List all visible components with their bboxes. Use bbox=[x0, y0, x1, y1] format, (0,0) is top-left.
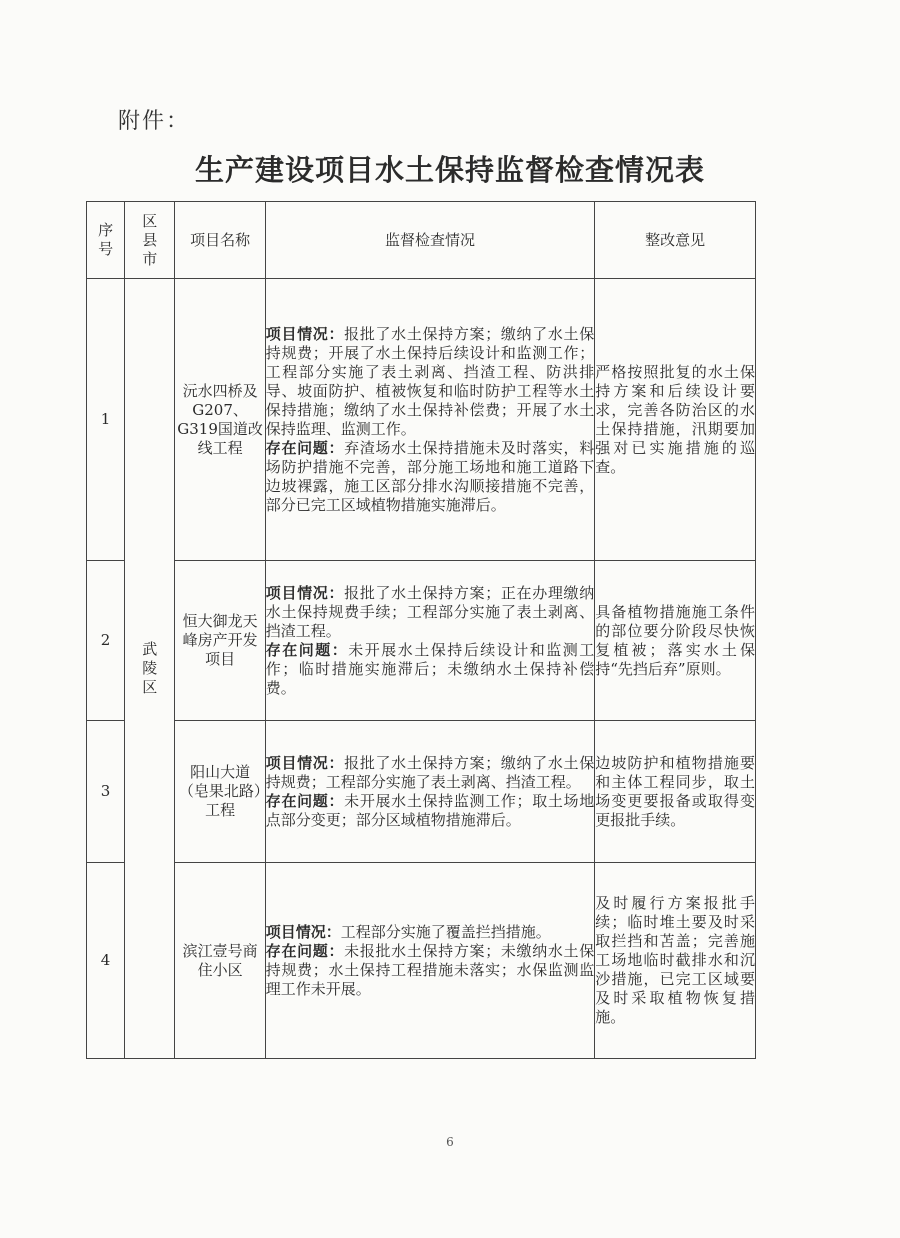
problems-label: 存在问题： bbox=[265, 791, 345, 810]
project-status-text: 工程部分实施了覆盖拦挡措施。 bbox=[340, 922, 551, 941]
inspection-details bbox=[265, 721, 594, 863]
rectification-opinion: 严格按照批复的水土保持方案和后续设计要求，完善各防治区的水土保持措施，汛期要加强对已实施措施的巡查。 bbox=[595, 279, 756, 561]
inspection-details bbox=[265, 561, 594, 721]
project-status-label: 项目情况： bbox=[265, 583, 345, 602]
inspection-details bbox=[265, 863, 594, 1059]
header-no-char: 序 bbox=[98, 221, 114, 239]
problems-text: 弃渣场水土保持措施未及时落实，料场防护措施不完善，部分施工场地和施工道路下边坡裸露，施工区部分排水沟顺接措施不完善，部分已完工区域植物措施实施滞后。 bbox=[265, 438, 595, 514]
project-status bbox=[266, 923, 594, 942]
problems-label: 存在问题： bbox=[265, 640, 349, 659]
inspection-table bbox=[86, 201, 756, 1059]
project-name: 阳山大道（皂果北路）工程 bbox=[175, 721, 265, 863]
problems bbox=[266, 792, 594, 830]
attachment-label: 附件： bbox=[118, 109, 191, 134]
row-number: 2 bbox=[87, 561, 125, 721]
rectification-opinion: 具备植物措施施工条件的部位要分阶段尽快恢复植被；落实水土保持“先挡后弃”原则。 bbox=[595, 561, 756, 721]
row-number: 4 bbox=[87, 863, 125, 1059]
header-district-char: 市 bbox=[142, 249, 158, 268]
project-status-text: 报批了水土保持方案；正在办理缴纳水土保持规费手续；工程部分实施了表土剥离、挡渣工程。 bbox=[265, 583, 595, 640]
project-name: 恒大御龙天峰房产开发项目 bbox=[175, 561, 265, 721]
project-status bbox=[266, 325, 594, 439]
header-rectification: 整改意见 bbox=[595, 202, 756, 279]
header-inspection: 监督检查情况 bbox=[265, 202, 594, 279]
row-number: 1 bbox=[87, 279, 125, 561]
row-number: 3 bbox=[87, 721, 125, 863]
project-status-label: 项目情况： bbox=[265, 324, 345, 343]
problems-text: 未报批水土保持方案；未缴纳水土保持规费；水土保持工程措施未落实；水保监测监理工作未开展。 bbox=[265, 941, 595, 998]
header-project-name: 项目名称 bbox=[175, 202, 265, 279]
header-district-char: 县 bbox=[142, 230, 158, 249]
table-row bbox=[87, 561, 756, 721]
inspection-details bbox=[265, 279, 594, 561]
project-status-text: 报批了水土保持方案；缴纳了水土保持规费；开展了水土保持后续设计和监测工作；工程部分实施了表土剥离、挡渣工程、防洪排导、坡面防护、植被恢复和临时防护工程等水土保持措施；缴纳了水土保持补偿费；开展了水土保持监理、监测工作。 bbox=[265, 324, 595, 438]
project-status bbox=[266, 584, 594, 641]
rectification-opinion: 边坡防护和植物措施要和主体工程同步，取土场变更要报备或取得变更报批手续。 bbox=[595, 721, 756, 863]
problems bbox=[266, 439, 594, 515]
table-header-row bbox=[87, 202, 756, 279]
problems-label: 存在问题： bbox=[265, 941, 345, 960]
district-cell bbox=[125, 279, 175, 1059]
district-char: 武 bbox=[142, 640, 158, 658]
header-no bbox=[87, 202, 125, 279]
district-char: 陵 bbox=[142, 659, 158, 677]
header-district-char: 区 bbox=[142, 211, 158, 230]
project-status-label: 项目情况： bbox=[265, 753, 345, 772]
header-district bbox=[125, 202, 175, 279]
table-row bbox=[87, 279, 756, 561]
problems bbox=[266, 641, 594, 698]
header-no-char: 号 bbox=[98, 240, 114, 258]
page-number: 6 bbox=[446, 1135, 454, 1149]
project-name: 沅水四桥及G207、G319国道改线工程 bbox=[175, 279, 265, 561]
document-title: 生产建设项目水土保持监督检查情况表 bbox=[194, 153, 705, 187]
table-row bbox=[87, 863, 756, 1059]
project-status-label: 项目情况： bbox=[265, 922, 341, 941]
project-name: 滨江壹号商住小区 bbox=[175, 863, 265, 1059]
project-status bbox=[266, 754, 594, 792]
problems-label: 存在问题： bbox=[265, 438, 345, 457]
district-char: 区 bbox=[142, 678, 158, 696]
project-status-text: 报批了水土保持方案；缴纳了水土保持规费；工程部分实施了表土剥离、挡渣工程。 bbox=[265, 753, 595, 791]
problems-text: 未开展水土保持后续设计和监测工作；临时措施实施滞后；未缴纳水土保持补偿费。 bbox=[265, 640, 595, 697]
problems-text: 未开展水土保持监测工作；取土场地点部分变更；部分区域植物措施滞后。 bbox=[265, 791, 595, 829]
rectification-opinion: 及时履行方案报批手续；临时堆土要及时采取拦挡和苫盖；完善施工场地临时截排水和沉沙措施，已完工区域要及时采取植物恢复措施。 bbox=[595, 863, 756, 1059]
problems bbox=[266, 942, 594, 999]
table-row bbox=[87, 721, 756, 863]
